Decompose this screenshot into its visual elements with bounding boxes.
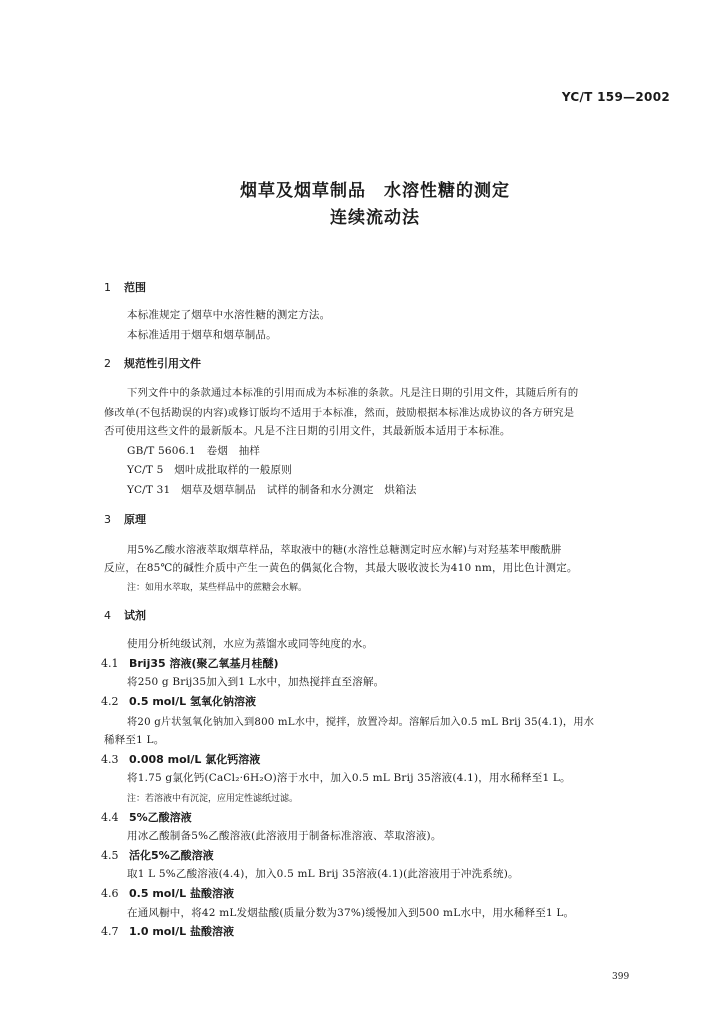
subsection-title: 0.008 mol/L 氯化钙溶液: [129, 753, 261, 766]
reference-item: GB/T 5606.1 卷烟 抽样: [127, 445, 261, 457]
paragraph: 反应，在85℃的碱性介质中产生一黄色的偶氮化合物，其最大吸收波长为410 nm，用比色计测定。: [104, 562, 578, 574]
subsection-number: 4.2: [101, 695, 119, 708]
subsection-4-4-heading: [101, 809, 192, 825]
subsection-4-2-heading: [101, 693, 256, 709]
section-title: 范围: [124, 281, 146, 294]
paragraph: 使用分析纯级试剂，水应为蒸馏水或同等纯度的水。: [127, 638, 374, 650]
section-number: 1: [104, 281, 111, 294]
paragraph: 将250 g Brij35加入到1 L水中，加热搅拌直至溶解。: [127, 676, 385, 688]
subsection-title: Brij35 溶液(聚乙氧基月桂醚): [129, 657, 279, 670]
paragraph: 下列文件中的条款通过本标准的引用而成为本标准的条款。凡是注日期的引用文件，其随后所有的: [127, 387, 579, 399]
paragraph: 本标准规定了烟草中水溶性糖的测定方法。: [127, 309, 331, 321]
note: 注：若溶液中有沉淀，应用定性滤纸过滤。: [127, 794, 299, 804]
section-title: 原理: [124, 513, 146, 526]
paragraph: 用5%乙酸水溶液萃取烟草样品，萃取液中的糖(水溶性总糖测定时应水解)与对羟基苯甲酸酰肼: [127, 544, 562, 556]
subsection-number: 4.7: [101, 925, 119, 938]
subsection-number: 4.5: [101, 849, 119, 862]
standard-code: YC/T 159—2002: [561, 90, 670, 104]
subsection-4-6-heading: [101, 885, 234, 901]
section-3-heading: [104, 511, 146, 527]
subsection-number: 4.3: [101, 753, 119, 766]
subsection-4-3-heading: [101, 751, 260, 767]
paragraph: 用冰乙酸制备5%乙酸溶液(此溶液用于制备标准溶液、萃取溶液)。: [127, 830, 442, 842]
section-number: 4: [104, 609, 111, 622]
subsection-4-1-heading: [101, 655, 279, 671]
subsection-number: 4.1: [101, 657, 119, 670]
subsection-title: 活化5%乙酸溶液: [129, 849, 214, 862]
section-4-heading: [104, 607, 146, 623]
subsection-title: 1.0 mol/L 盐酸溶液: [129, 925, 234, 938]
reference-item: YC/T 5 烟叶成批取样的一般原则: [127, 464, 292, 476]
paragraph: 取1 L 5%乙酸溶液(4.4)，加入0.5 mL Brij 35溶液(4.1)(此溶液用于冲洗系统)。: [127, 868, 519, 880]
section-number: 3: [104, 513, 111, 526]
reference-item: YC/T 31 烟草及烟草制品 试样的制备和水分测定 烘箱法: [127, 484, 417, 496]
paragraph: 稀释至1 L。: [104, 734, 165, 746]
subsection-number: 4.4: [101, 811, 119, 824]
paragraph: 将1.75 g氯化钙(CaCl₂·6H₂O)溶于水中，加入0.5 mL Brij 35溶液(4.1)，用水稀释至1 L。: [127, 772, 571, 784]
paragraph: 否可使用这些文件的最新版本。凡是不注日期的引用文件，其最新版本适用于本标准。: [104, 425, 511, 437]
subsection-4-7-heading: [101, 923, 234, 939]
section-number: 2: [104, 357, 111, 370]
subsection-title: 0.5 mol/L 盐酸溶液: [129, 887, 234, 900]
document-title: 烟草及烟草制品 水溶性糖的测定: [240, 181, 510, 201]
section-1-heading: [104, 279, 146, 295]
subsection-number: 4.6: [101, 887, 119, 900]
note: 注：如用水萃取，某些样品中的蔗糖会水解。: [127, 583, 308, 593]
page-number: 399: [612, 972, 630, 982]
paragraph: 在通风橱中，将42 mL发烟盐酸(质量分数为37%)缓慢加入到500 mL水中，用水稀释至1 L。: [127, 907, 575, 919]
subsection-title: 5%乙酸溶液: [129, 811, 192, 824]
section-title: 试剂: [124, 609, 146, 622]
subsection-title: 0.5 mol/L 氢氧化钠溶液: [129, 695, 256, 708]
paragraph: 修改单(不包括勘误的内容)或修订版均不适用于本标准，然而，鼓励根据本标准达成协议的各方研究是: [104, 407, 575, 419]
paragraph: 本标准适用于烟草和烟草制品。: [127, 329, 277, 341]
document-subtitle: 连续流动法: [330, 208, 420, 228]
section-title: 规范性引用文件: [124, 357, 201, 370]
paragraph: 将20 g片状氢氧化钠加入到800 mL水中，搅拌，放置冷却。溶解后加入0.5 mL Brij 35(4.1)，用水: [127, 717, 595, 728]
subsection-4-5-heading: [101, 847, 214, 863]
section-2-heading: [104, 355, 201, 371]
